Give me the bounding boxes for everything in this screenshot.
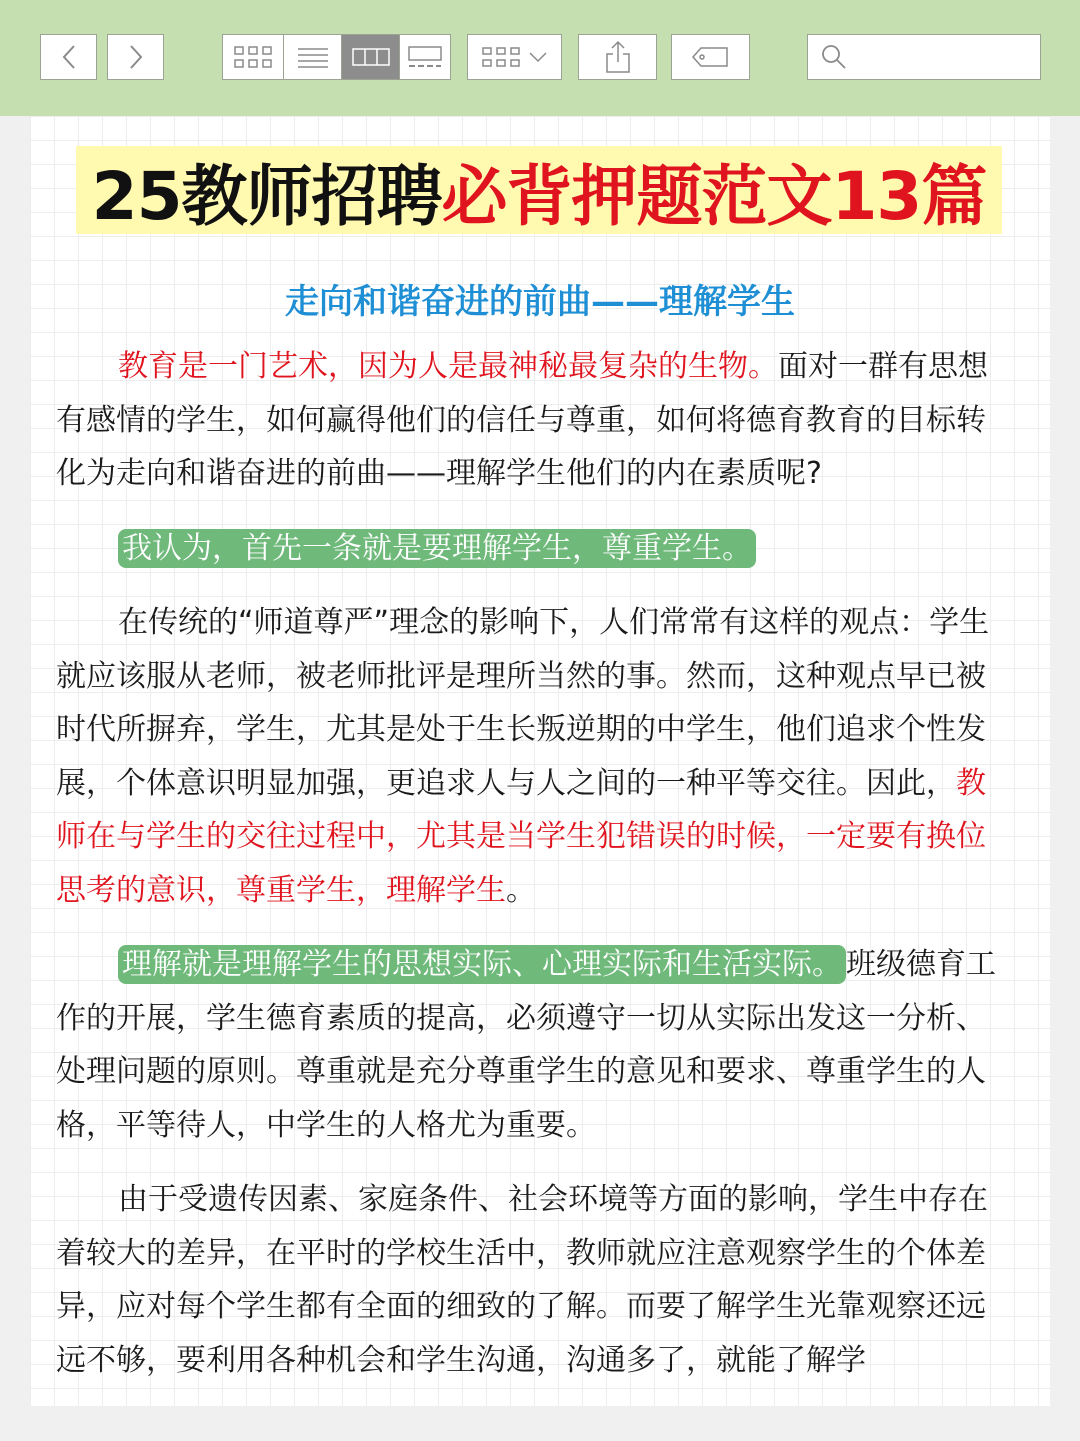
column-view-button[interactable] xyxy=(342,35,400,79)
note-page xyxy=(30,116,1050,1406)
title-part-red: 必背押题范文13篇 xyxy=(441,157,987,235)
highlight-green: 我认为，首先一条就是要理解学生，尊重学生。 xyxy=(118,529,756,568)
search-field[interactable] xyxy=(807,34,1041,80)
chevron-down-icon xyxy=(527,50,549,64)
toolbar xyxy=(0,0,1080,116)
gallery-view-icon xyxy=(406,45,444,69)
share-icon xyxy=(603,40,633,74)
search-icon xyxy=(820,43,848,71)
tag-icon xyxy=(691,45,731,69)
emphasis-red: 教育是一门艺术，因为人是最神秘最复杂的生物。 xyxy=(118,349,778,384)
grid-view-button[interactable] xyxy=(223,35,284,79)
list-view-icon xyxy=(296,46,330,68)
grid-view-icon xyxy=(233,45,273,69)
paragraph-5 xyxy=(56,1173,1006,1387)
paragraph-3 xyxy=(56,596,1006,917)
paragraph-text: 班级德育工作的开展，学生德育素质的提高，必须遵守一切从实际出发这一分析、处理问题的原则。尊重就是充分尊重学生的意见和要求、尊重学生的人格，平等待人，中学生的人格尤为重要。 xyxy=(56,947,996,1143)
emphasis-red: 教师在与学生的交往过程中，尤其是当学生犯错误的时候，一定要有换位思考的意识，尊重学生，理解学生 xyxy=(56,765,986,908)
share-button[interactable] xyxy=(578,34,657,80)
back-button[interactable] xyxy=(40,34,97,80)
group-by-dropdown[interactable] xyxy=(467,34,562,80)
paragraph-2 xyxy=(56,522,1006,576)
page-title xyxy=(76,146,1002,234)
paragraph-text: 面对一群有思想有感情的学生，如何赢得他们的信任与尊重，如何将德育教育的目标转化为走向和谐奋进的前曲——理解学生他们的内在素质呢? xyxy=(56,349,988,491)
paragraph-text: 在传统的“师道尊严”理念的影响下，人们常常有这样的观点：学生就应该服从老师，被老师批评是理所当然的事。然而，这种观点早已被时代所摒弃，学生，尤其是处于生长叛逆期的中学生，他们追求个性发展，个体意识明显加强，更追求人与人之间的一种平等交往。因此， xyxy=(56,605,990,801)
paragraph-text: 由于受遗传因素、家庭条件、社会环境等方面的影响，学生中存在着较大的差异，在平时的学校生活中，教师就应注意观察学生的个体差异，应对每个学生都有全面的细致的了解。而要了解学生光靠观察还远远不够，要利用各种机会和学生沟通，沟通多了，就能了解学 xyxy=(56,1182,988,1378)
group-by-icon xyxy=(481,45,521,69)
forward-button[interactable] xyxy=(107,34,164,80)
tag-button[interactable] xyxy=(671,34,750,80)
highlight-green: 理解就是理解学生的思想实际、心理实际和生活实际。 xyxy=(118,945,846,984)
paragraph-4 xyxy=(56,938,1006,1152)
column-view-icon xyxy=(351,46,391,68)
title-part-black: 25教师招聘 xyxy=(91,157,442,235)
chevron-right-icon xyxy=(126,43,146,71)
chevron-left-icon xyxy=(59,43,79,71)
gallery-view-button[interactable] xyxy=(400,35,450,79)
essay-subtitle: 走向和谐奋进的前曲——理解学生 xyxy=(285,282,795,322)
essay-body xyxy=(56,340,1006,1387)
list-view-button[interactable] xyxy=(284,35,342,79)
paragraph-text-end: 。 xyxy=(506,872,536,908)
paragraph-1 xyxy=(56,340,1006,501)
view-mode-segmented-control xyxy=(222,34,451,80)
